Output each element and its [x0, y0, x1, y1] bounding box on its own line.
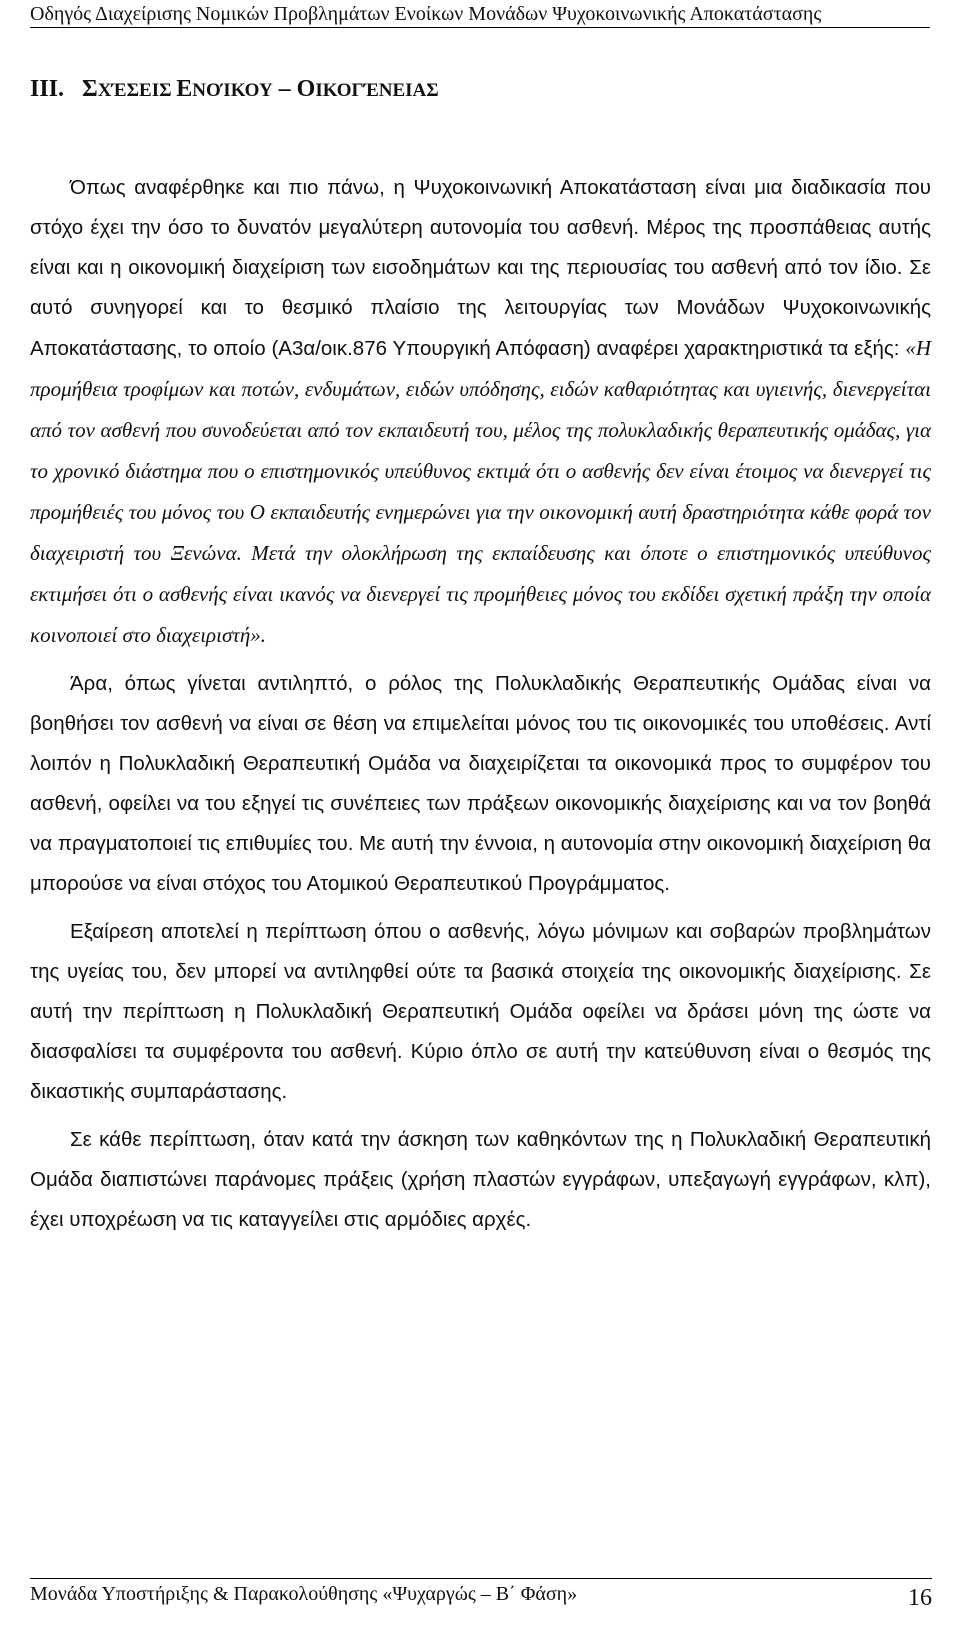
- paragraph: Εξαίρεση αποτελεί η περίπτωση όπου ο ασθενής, λόγω μόνιμων και σοβαρών προβλημάτων της υγείας του, δεν μπορεί να αντιληφθεί ούτε τα βασικά στοιχεία της οικονομικής διαχείρισης. Σε αυτή την περίπτωση η Πολυκλαδική Θεραπευτική Ομάδα οφείλει να δράσει μόνη της ώστε να διασφαλίσει τα συμφέροντα του ασθενή. Κύριο όπλο σε αυτή την κατεύθυνση είναι ο θεσμός της δικαστικής συμπαράστασης.: [30, 920, 931, 1103]
- paragraph-intro: Όπως αναφέρθηκε και πιο πάνω, η Ψυχοκοινωνική Αποκατάσταση είναι μια διαδικασία που στόχο έχει την όσο το δυνατόν μεγαλύτερη αυτονομία του ασθενή. Μέρος της προσπάθειας αυτής είναι και η οικονομική διαχείριση των εισοδημάτων και της περιουσίας του ασθενή από τον ίδιο. Σε αυτό συνηγορεί και το θεσμικό πλαίσιο της λειτουργίας των Μονάδων Ψυχοκοινωνικής Αποκατάστασης, το οποίο (Α3α/οικ.876 Υπουργική Απόφαση) αναφέρει χαρακτηριστικά τα εξής:: [30, 176, 931, 360]
- section-number: III.: [30, 76, 65, 102]
- legal-quote: «Η προμήθεια τροφίμων και ποτών, ενδυμάτων, ειδών υπόδησης, ειδών καθαριότητας και υγιεινής, διενεργείται από τον ασθενή που συνοδεύεται από τον εκπαιδευτή του, μέλος της πολυκλαδικής θεραπευτικής ομάδας, για το χρονικό διάστημα που ο επιστημονικός υπεύθυνος εκτιμά ότι ο ασθενής δεν είναι έτοιμος να διενεργεί τις προμήθειές του μόνος του Ο εκπαιδευτής ενημερώνει για την οικονομική αυτή δραστηριότητα κάθε φορά τον διαχειριστή του Ξενώνα. Μετά την ολοκλήρωση της εκπαίδευσης και όποτε ο επιστημονικός υπεύθυνος εκτιμήσει ότι ο ασθενής είναι ικανός να διενεργεί τις προμήθειες μόνος του εκδίδει σχετική πράξη την οποία κοινοποιεί στο διαχειριστή».: [30, 336, 931, 647]
- paragraph: Άρα, όπως γίνεται αντιληπτό, ο ρόλος της Πολυκλαδικής Θεραπευτικής Ομάδας είναι να βοηθήσει τον ασθενή να είναι σε θέση να επιμελείται μόνος του τις οικονομικές του υποθέσεις. Αντί λοιπόν η Πολυκλαδική Θεραπευτική Ομάδα να διαχειρίζεται τα οικονομικά προς το συμφέρον του ασθενή, οφείλει να του εξηγεί τις συνέπειες των πράξεων οικονομικής διαχείρισης και να τον βοηθά να πραγματοποιεί τις επιθυμίες του. Με αυτή την έννοια, η αυτονομία στην οικονομική διαχείριση θα μπορούσε να είναι στόχος του Ατομικού Θεραπευτικού Προγράμματος.: [30, 672, 931, 895]
- body-text: [30, 168, 931, 1248]
- section-heading: III. ΣΧΈΣΕΙΣ ΕΝΟΊΚΟΥ – ΟΙΚΟΓΈΝΕΙΑΣ: [30, 76, 439, 102]
- page-footer: [30, 1578, 932, 1611]
- paragraph: Σε κάθε περίπτωση, όταν κατά την άσκηση των καθηκόντων της η Πολυκλαδική Θεραπευτική Ομάδα διαπιστώνει παράνομες πράξεις (χρήση πλαστών εγγράφων, υπεξαγωγή εγγράφων, κλπ), έχει υποχρέωση να τις καταγγείλει στις αρμόδιες αρχές.: [30, 1128, 931, 1231]
- paragraph: [30, 168, 931, 656]
- running-header: Οδηγός Διαχείρισης Νομικών Προβλημάτων Ενοίκων Μονάδων Ψυχοκοινωνικής Αποκατάστασης: [30, 0, 930, 28]
- footer-text: Μονάδα Υποστήριξης & Παρακολούθησης «Ψυχαργώς – Β΄ Φάση»: [30, 1583, 578, 1605]
- page-number: 16: [908, 1585, 932, 1611]
